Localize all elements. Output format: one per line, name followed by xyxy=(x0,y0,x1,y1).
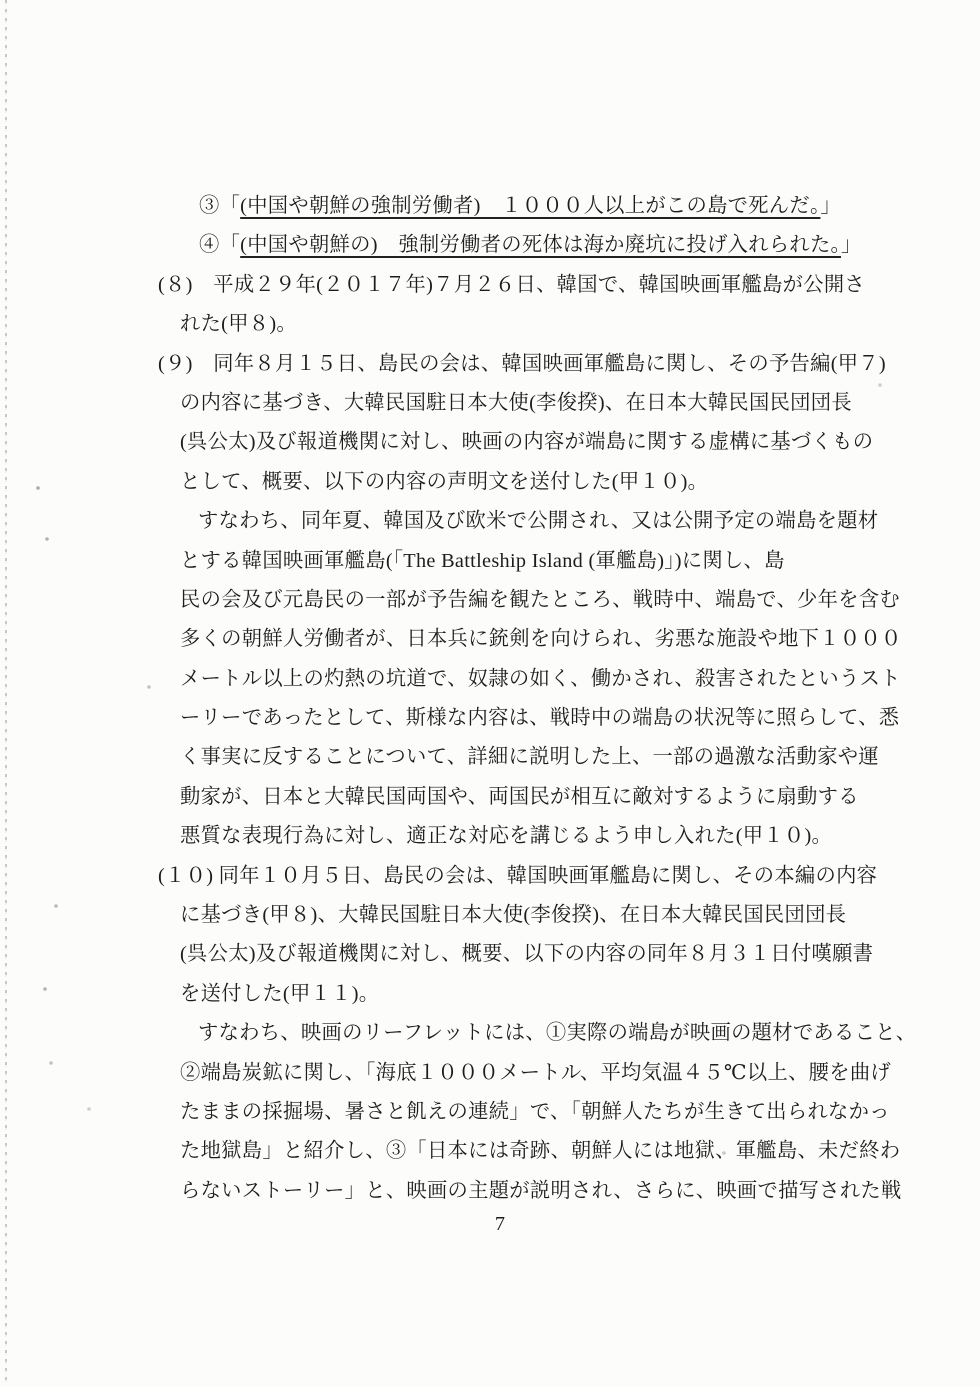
text-line: (呉公太)及び報道機関に対し、映画の内容が端島に関する虚構に基づくもの xyxy=(180,431,874,454)
text-line: ②端島炭鉱に関し、「海底１０００メートル、平均気温４５℃以上、腰を曲げ xyxy=(180,1061,891,1084)
text-line xyxy=(0,187,980,226)
text-line: 動家が、日本と大韓民国両国や、両国民が相互に敵対するように扇動する xyxy=(180,785,859,808)
text-line: (９) 同年８月１５日、島民の会は、韓国映画軍艦島に関し、その予告編(甲７) xyxy=(158,352,886,375)
text-line: メートル以上の灼熱の坑道で、奴隷の如く、働かされ、殺害されたというスト xyxy=(180,667,901,690)
text-line: 民の会及び元島民の一部が予告編を観たところ、戦時中、端島で、少年を含む xyxy=(180,588,900,611)
underlined-text: (中国や朝鮮の) 強制労働者の死体は海か廃坑に投げ入れられた。 xyxy=(240,234,841,257)
underlined-text: (中国や朝鮮の強制労働者) １０００人以上がこの島で死んだ。 xyxy=(240,195,821,217)
text-line: らないストーリー」と、映画の主題が説明され、さらに、映画で描写された戦 xyxy=(180,1179,902,1202)
text-line: の内容に基づき、大韓民国駐日本大使(李俊揆)、在日本大韓民国民団団長 xyxy=(180,391,852,414)
text-line: 多くの朝鮮人労働者が、日本兵に銃剣を向けられ、劣悪な施設や地下１０００ xyxy=(180,628,902,651)
text-line: に基づき(甲８)、大韓民国駐日本大使(李俊揆)、在日本大韓民国民団団長 xyxy=(180,904,847,927)
text-block xyxy=(0,187,980,1211)
text-line: れた(甲８)。 xyxy=(180,313,298,336)
text-line: すなわち、同年夏、韓国及び欧米で公開され、又は公開予定の端島を題材 xyxy=(198,510,879,533)
quote-prefix: ④「 xyxy=(199,234,241,257)
scan-artifact-specks xyxy=(0,0,2,2)
text-line: ーリーであったとして、斯様な内容は、戦時中の端島の状況等に照らして、悉 xyxy=(180,707,900,730)
text-line: たままの採掘場、暑さと飢えの連続」で、「朝鮮人たちが生きて出られなかっ xyxy=(180,1100,890,1123)
quote-prefix: ③「 xyxy=(199,195,241,217)
text-line xyxy=(0,226,980,265)
quote-suffix: 」 xyxy=(841,234,862,257)
page-number: 7 xyxy=(494,1213,506,1235)
text-line: た地獄島」と紹介し、③「日本には奇跡、朝鮮人には地獄、軍艦島、未だ終わ xyxy=(180,1140,901,1163)
text-line: を送付した(甲１１)。 xyxy=(180,982,380,1005)
text-line: (８) 平成２９年(２０１７年)７月２６日、韓国で、韓国映画軍艦島が公開さ xyxy=(158,273,865,296)
text-line: く事実に反することについて、詳細に説明した上、一部の過激な活動家や運 xyxy=(180,746,879,769)
quote-suffix: 」 xyxy=(820,195,842,217)
text-line: (１０) 同年１０月５日、島民の会は、韓国映画軍艦島に関し、その本編の内容 xyxy=(158,864,878,887)
text-line: とする韓国映画軍艦島(「The Battleship Island (軍艦島)」)に関し、島 xyxy=(180,549,785,572)
text-line: 悪質な表現行為に対し、適正な対応を講じるよう申し入れた(甲１０)。 xyxy=(180,825,833,848)
text-line: として、概要、以下の内容の声明文を送付した(甲１０)。 xyxy=(180,470,709,493)
text-line: すなわち、映画のリーフレットには、①実際の端島が映画の題材であること、 xyxy=(198,1022,917,1045)
text-line: (呉公太)及び報道機関に対し、概要、以下の内容の同年８月３１日付嘆願書 xyxy=(180,943,874,966)
